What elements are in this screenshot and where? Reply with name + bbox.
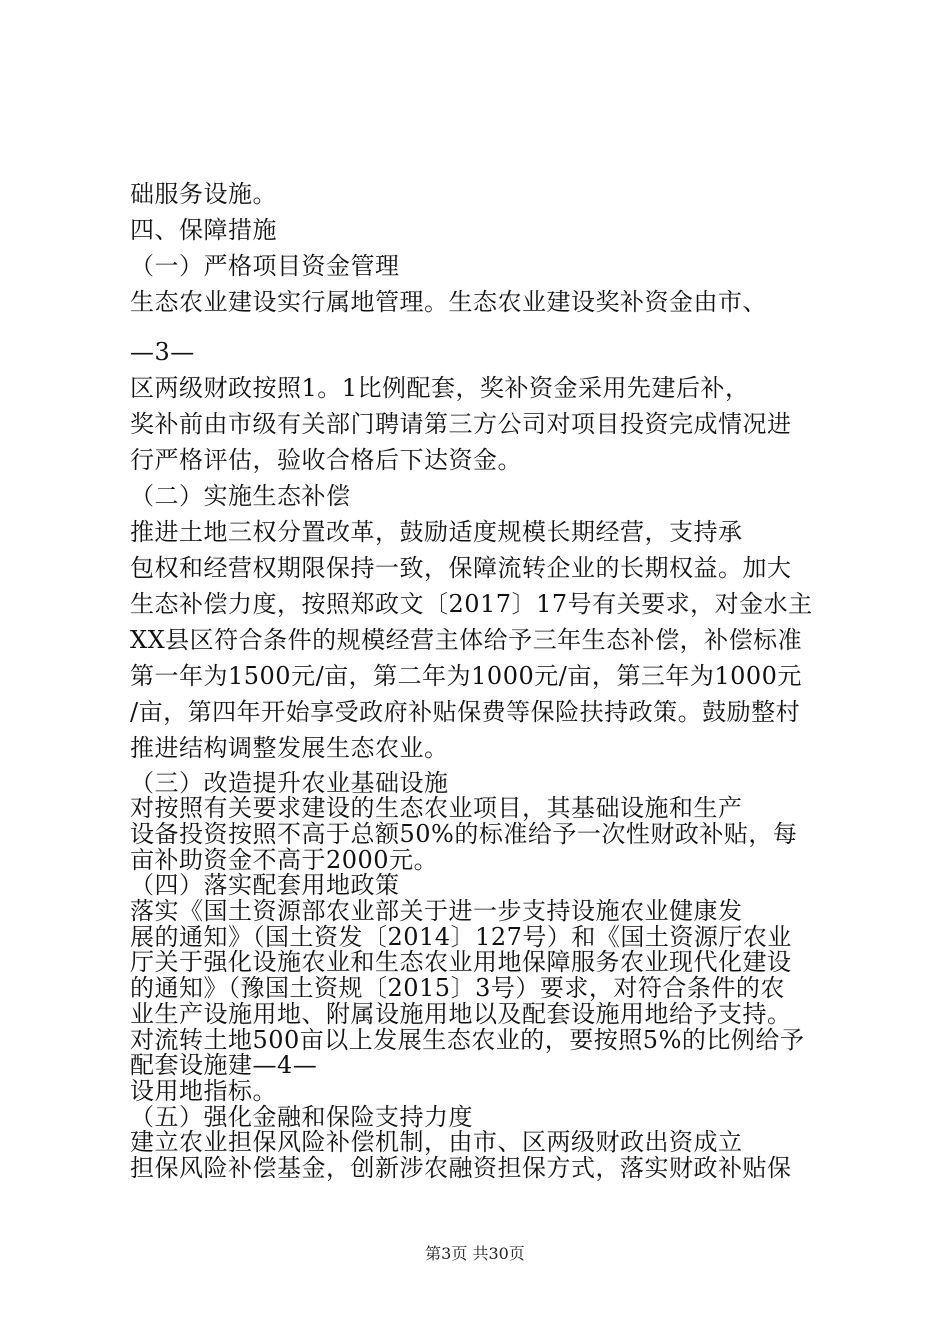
text-line: 础服务设施。 xyxy=(130,180,277,208)
text-line: 奖补前由市级有关部门聘请第三方公司对项目投资完成情况进 xyxy=(130,410,792,438)
page-footer: 第3页 共30页 xyxy=(425,1244,525,1263)
text-line: 配套设施建—4— xyxy=(130,1051,318,1079)
text-line: 第一年为1500元/亩，第二年为1000元/亩，第三年为1000元 xyxy=(130,662,802,690)
subsection-heading: （二）实施生态补偿 xyxy=(130,482,351,510)
subsection-heading: （四）落实配套用地政策 xyxy=(130,871,400,899)
text-line: XX县区符合条件的规模经营主体给予三年生态补偿，补偿标准 xyxy=(130,626,803,654)
text-line: 担保风险补偿基金，创新涉农融资担保方式，落实财政补贴保 xyxy=(130,1154,792,1182)
text-line: 对流转土地500亩以上发展生态农业的，要按照5%的比例给予 xyxy=(130,1026,805,1054)
text-line: /亩，第四年开始享受政府补贴保费等保险扶持政策。鼓励整村 xyxy=(130,698,801,726)
text-line: 厅关于强化设施农业和生态农业用地保障服务农业现代化建设 xyxy=(130,948,792,976)
text-line: 设用地指标。 xyxy=(130,1077,277,1105)
subsection-heading: （一）严格项目资金管理 xyxy=(130,252,400,280)
text-line: 的通知》（豫国土资规〔2015〕3号）要求，对符合条件的农 xyxy=(130,974,785,1002)
text-line: 行严格评估，验收合格后下达资金。 xyxy=(130,446,522,474)
text-line: 落实《国土资源部农业部关于进一步支持设施农业健康发 xyxy=(130,897,743,925)
text-line: 生态农业建设实行属地管理。生态农业建设奖补资金由市、 xyxy=(130,288,767,316)
text-line: 区两级财政按照1。1比例配套，奖补资金采用先建后补， xyxy=(130,374,750,402)
text-line: 推进结构调整发展生态农业。 xyxy=(130,734,449,762)
text-line: 业生产设施用地、附属设施用地以及配套设施用地给予支持。 xyxy=(130,1000,792,1028)
text-line: 四、保障措施 xyxy=(130,216,277,244)
subsection-heading: （五）强化金融和保险支持力度 xyxy=(130,1103,473,1131)
text-line: 设备投资按照不高于总额50%的标准给予一次性财政补贴，每 xyxy=(130,820,798,848)
text-line: 生态补偿力度，按照郑政文〔2017〕17号有关要求，对金水主 xyxy=(130,590,813,618)
text-line: 推进土地三权分置改革，鼓励适度规模长期经营，支持承 xyxy=(130,518,743,546)
subsection-heading: （三）改造提升农业基础设施 xyxy=(130,769,449,797)
page-marker: —3— xyxy=(130,338,195,366)
text-line: 展的通知》（国土资发〔2014〕127号）和《国土资源厅农业 xyxy=(130,923,792,951)
text-line: 对按照有关要求建设的生态农业项目，其基础设施和生产 xyxy=(130,794,743,822)
text-line: 包权和经营权期限保持一致，保障流转企业的长期权益。加大 xyxy=(130,554,792,582)
text-line: 建立农业担保风险补偿机制，由市、区两级财政出资成立 xyxy=(130,1128,743,1156)
text-line: 亩补助资金不高于2000元。 xyxy=(130,846,439,874)
